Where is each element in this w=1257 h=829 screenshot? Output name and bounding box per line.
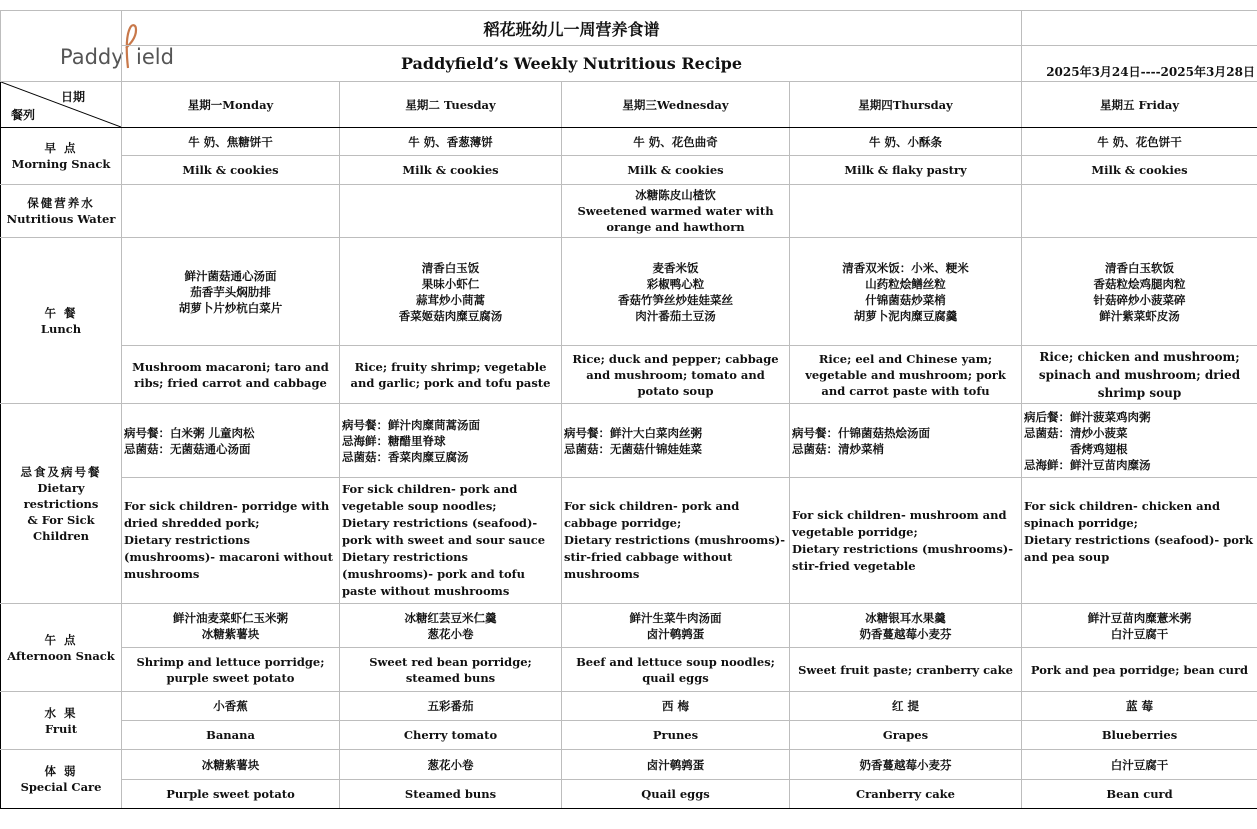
fruit-zh-tue: 五彩番茄 — [340, 692, 562, 721]
afternoon-zh-mon: 鲜汁油麦菜虾仁玉米粥 冰糖紫薯块 — [122, 604, 340, 648]
sick-zh-wed: 病号餐：鲜汁大白菜肉丝粥 忌菌菇：无菌菇什锦娃娃菜 — [562, 404, 790, 478]
morning-zh-tue: 牛 奶、香葱薄饼 — [340, 128, 562, 156]
sick-zh-fri: 病后餐：鲜汁菠菜鸡肉粥 忌菌菇：清炒小菠菜 香烤鸡翅根 忌海鲜：鲜汁豆苗肉糜汤 — [1022, 404, 1257, 478]
afternoon-zh-wed: 鲜汁生菜牛肉汤面 卤汁鹌鹑蛋 — [562, 604, 790, 648]
day-header-tuesday: 星期二 Tuesday — [340, 82, 562, 128]
lunch-zh-fri: 清香白玉软饭 香菇粒烩鸡腿肉粒 针菇碎炒小菠菜碎 鲜汁紫菜虾皮汤 — [1022, 238, 1257, 346]
date-range: 2025年3月24日----2025年3月28日 — [1022, 46, 1257, 82]
afternoon-zh-fri: 鲜汁豆苗肉糜薏米粥 白汁豆腐干 — [1022, 604, 1257, 648]
corner-meal-label: 餐列 — [11, 108, 36, 122]
category-fruit: 水 果 Fruit — [1, 692, 122, 750]
afternoon-en-tue: Sweet red bean porridge; steamed buns — [340, 648, 562, 692]
day-header-monday: 星期一Monday — [122, 82, 340, 128]
fruit-zh-thu: 红 提 — [790, 692, 1022, 721]
category-special-care: 体 弱 Special Care — [1, 750, 122, 809]
care-en-mon: Purple sweet potato — [122, 780, 340, 809]
category-afternoon-snack: 午 点 Afternoon Snack — [1, 604, 122, 692]
lunch-zh-wed: 麦香米饭 彩椒鸭心粒 香菇竹笋丝炒娃娃菜丝 肉汁番茄土豆汤 — [562, 238, 790, 346]
lunch-en-fri: Rice; chicken and mushroom; spinach and mushroom; dried shrimp soup — [1022, 346, 1257, 404]
weekly-menu-table — [0, 10, 1257, 809]
category-lunch: 午 餐 Lunch — [1, 238, 122, 404]
morning-en-wed: Milk & cookies — [562, 156, 790, 185]
category-nutritious-water: 保健营养水 Nutritious Water — [1, 185, 122, 238]
fruit-zh-wed: 西 梅 — [562, 692, 790, 721]
morning-en-mon: Milk & cookies — [122, 156, 340, 185]
lunch-en-thu: Rice; eel and Chinese yam; vegetable and mushroom; pork and carrot paste with tofu — [790, 346, 1022, 404]
morning-en-tue: Milk & cookies — [340, 156, 562, 185]
fruit-en-fri: Blueberries — [1022, 721, 1257, 750]
morning-en-fri: Milk & cookies — [1022, 156, 1257, 185]
day-header-wednesday: 星期三Wednesday — [562, 82, 790, 128]
lunch-en-mon: Mushroom macaroni; taro and ribs; fried carrot and cabbage — [122, 346, 340, 404]
day-header-thursday: 星期四Thursday — [790, 82, 1022, 128]
logo-text-left: Paddy — [60, 45, 124, 69]
fruit-en-tue: Cherry tomato — [340, 721, 562, 750]
care-zh-tue: 葱花小卷 — [340, 750, 562, 780]
logo-text-right: ield — [136, 45, 174, 69]
water-wed: 冰糖陈皮山楂饮 Sweetened warmed water with orange and hawthorn — [562, 185, 790, 238]
sick-zh-tue: 病号餐：鲜汁肉糜茼蒿汤面 忌海鲜：糖醋里脊球 忌菌菇：香菜肉糜豆腐汤 — [340, 404, 562, 478]
lunch-zh-thu: 清香双米饭：小米、粳米 山药粒烩鳝丝粒 什锦菌菇炒菜梢 胡萝卜泥肉糜豆腐羹 — [790, 238, 1022, 346]
morning-en-thu: Milk & flaky pastry — [790, 156, 1022, 185]
fruit-en-thu: Grapes — [790, 721, 1022, 750]
care-en-wed: Quail eggs — [562, 780, 790, 809]
title-zh: 稻花班幼儿一周营养食谱 — [122, 11, 1022, 46]
sick-en-thu: For sick children- mushroom and vegetable porridge; Dietary restrictions (mushrooms)- stir-fried vegetable — [790, 478, 1022, 604]
afternoon-en-mon: Shrimp and lettuce porridge; purple sweet potato — [122, 648, 340, 692]
sick-en-wed: For sick children- pork and cabbage porridge; Dietary restrictions (mushrooms)- stir-fried cabbage without mushrooms — [562, 478, 790, 604]
morning-zh-mon: 牛 奶、焦糖饼干 — [122, 128, 340, 156]
afternoon-en-thu: Sweet fruit paste; cranberry cake — [790, 648, 1022, 692]
lunch-zh-mon: 鲜汁菌菇通心汤面 茄香芋头焖肋排 胡萝卜片炒杭白菜片 — [122, 238, 340, 346]
afternoon-zh-tue: 冰糖红芸豆米仁羹 葱花小卷 — [340, 604, 562, 648]
lunch-en-tue: Rice; fruity shrimp; vegetable and garlic; pork and tofu paste — [340, 346, 562, 404]
fruit-zh-fri: 蓝 莓 — [1022, 692, 1257, 721]
lunch-en-wed: Rice; duck and pepper; cabbage and mushroom; tomato and potato soup — [562, 346, 790, 404]
care-en-fri: Bean curd — [1022, 780, 1257, 809]
water-mon — [122, 185, 340, 238]
sick-en-tue: For sick children- pork and vegetable soup noodles; Dietary restrictions (seafood)- pork with sweet and sour sauce Dietary restrictions (mushrooms)- pork and tofu paste without mushrooms — [340, 478, 562, 604]
fruit-zh-mon: 小香蕉 — [122, 692, 340, 721]
morning-zh-wed: 牛 奶、花色曲奇 — [562, 128, 790, 156]
corner-header — [1, 82, 122, 128]
water-thu — [790, 185, 1022, 238]
day-header-friday: 星期五 Friday — [1022, 82, 1257, 128]
category-dietary-restrictions: 忌食及病号餐 Dietary restrictions & For Sick Children — [1, 404, 122, 604]
sick-en-mon: For sick children- porridge with dried shredded pork; Dietary restrictions (mushrooms)- macaroni without mushrooms — [122, 478, 340, 604]
care-zh-mon: 冰糖紫薯块 — [122, 750, 340, 780]
care-zh-fri: 白汁豆腐干 — [1022, 750, 1257, 780]
morning-zh-fri: 牛 奶、花色饼干 — [1022, 128, 1257, 156]
sick-zh-mon: 病号餐：白米粥 儿童肉松 忌菌菇：无菌菇通心汤面 — [122, 404, 340, 478]
water-tue — [340, 185, 562, 238]
afternoon-zh-thu: 冰糖银耳水果羹 奶香蔓越莓小麦芬 — [790, 604, 1022, 648]
fruit-en-wed: Prunes — [562, 721, 790, 750]
corner-date-label: 日期 — [60, 90, 85, 104]
care-zh-wed: 卤汁鹌鹑蛋 — [562, 750, 790, 780]
category-morning-snack: 早 点 Morning Snack — [1, 128, 122, 185]
afternoon-en-fri: Pork and pea porridge; bean curd — [1022, 648, 1257, 692]
care-en-tue: Steamed buns — [340, 780, 562, 809]
care-zh-thu: 奶香蔓越莓小麦芬 — [790, 750, 1022, 780]
fruit-en-mon: Banana — [122, 721, 340, 750]
afternoon-en-wed: Beef and lettuce soup noodles; quail eggs — [562, 648, 790, 692]
sick-zh-thu: 病号餐：什锦菌菇热烩汤面 忌菌菇：清炒菜梢 — [790, 404, 1022, 478]
title-en: Paddyfield’s Weekly Nutritious Recipe — [122, 46, 1022, 82]
care-en-thu: Cranberry cake — [790, 780, 1022, 809]
lunch-zh-tue: 清香白玉饭 果味小虾仁 蒜茸炒小茼蒿 香菜姬菇肉糜豆腐汤 — [340, 238, 562, 346]
logo-cell — [1, 11, 122, 82]
morning-zh-thu: 牛 奶、小酥条 — [790, 128, 1022, 156]
sick-en-fri: For sick children- chicken and spinach porridge; Dietary restrictions (seafood)- pork and pea soup — [1022, 478, 1257, 604]
water-fri — [1022, 185, 1257, 238]
title-right-cell — [1022, 11, 1257, 46]
